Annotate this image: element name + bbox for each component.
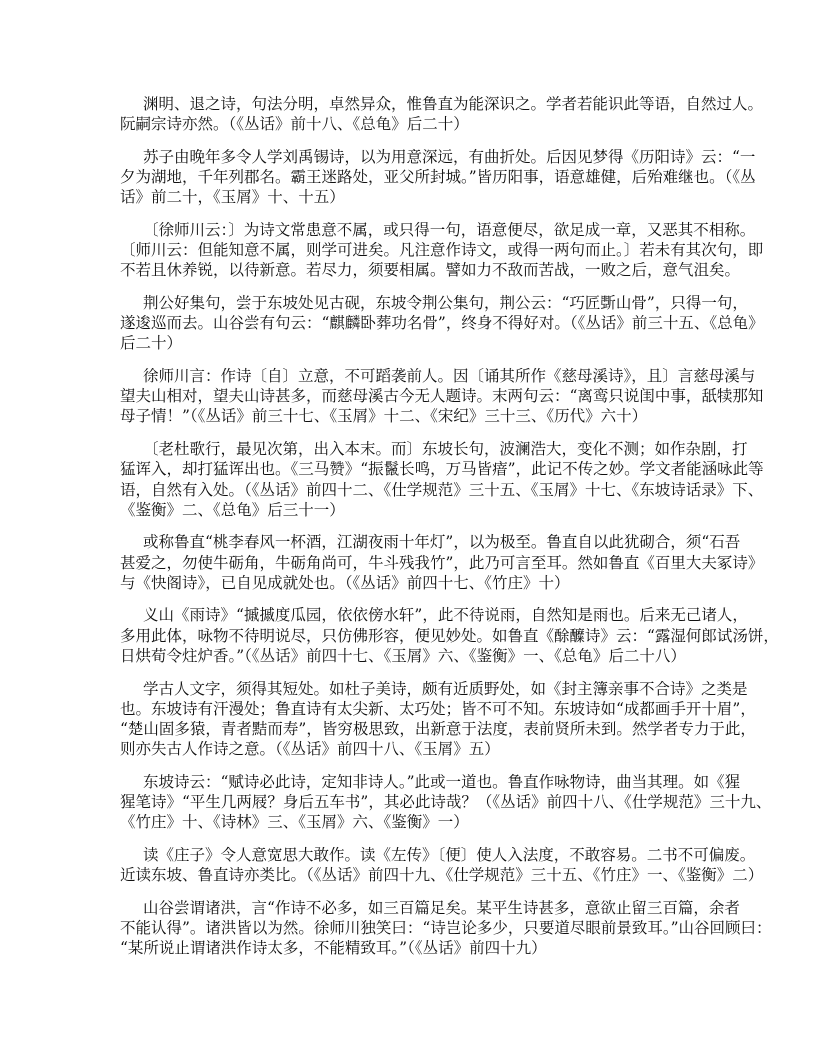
text-line: 渊明、退之诗，句法分明，卓然异众，惟鲁直为能深识之。学者若能识此等语，自然过人。 [143,95,764,113]
text-line: 母子情！”（《丛话》前三十七、《玉屑》十二、《宋纪》三十三、《历代》六十） [120,407,648,426]
text-line: 〔老杜歌行，最见次第，出入本末。而〕东坡长句，波澜浩大，变化不测；如作杂剧，打 [143,440,748,459]
text-line: 读《庄子》令人意宽思大敢作。读《左传》〔便〕使人入法度，不敢容易。二书不可偏废。 [143,845,756,864]
text-line: 后二十） [120,334,183,353]
text-line: 日烘荀令炷炉香。”（《丛话》前四十七、《玉屑》六、《鉴衡》一、《总龟》后二十八） [120,646,686,665]
text-line: 《竹庄》十、《诗林》三、《玉屑》六、《鉴衡》一） [120,813,469,832]
text-line: 阮嗣宗诗亦然。（《丛话》前十八、《总龟》后二十） [120,115,469,134]
text-line: 东坡诗云：“赋诗必此诗，定知非诗人。”此或一道也。鲁直作咏物诗，曲当其理。如《猩 [143,772,741,791]
paragraph [120,94,764,134]
text-line: “某所说止谓诸洪作诗太多，不能精致耳。”（《丛话》前四十九） [120,939,547,958]
text-line: 山谷尝谓诸洪，言“作诗不必多，如三百篇足矣。某平生诗甚多，意欲止留三百篇，余者 [143,898,740,917]
paragraph [120,293,764,354]
paragraph [120,439,764,520]
text-line: 苏子由晚年多令人学刘禹锡诗，以为用意深远，有曲折处。后因见梦得《历阳诗》云：“一 [143,147,756,166]
paragraph [120,605,779,666]
paragraph [120,366,764,427]
text-line: 话》前二十，《玉屑》十、十五） [120,188,345,207]
paragraph [120,772,772,833]
paragraph [120,532,764,593]
text-line: 〔徐师川云：〕为诗文常患意不属，或只得一句，语意便尽，欲足成一章，又恶其不相称。 [143,220,756,239]
text-line: 语，自然有入处。（《丛话》前四十二、《仕学规范》三十五、《玉屑》十七、《东坡诗话录》下、 [120,480,764,499]
text-line: 或称鲁直“桃李春风一杯酒，江湖夜雨十年灯”，以为极至。鲁直自以此犹砌合，须“石吾 [143,533,741,552]
text-line: 义山《雨诗》“摵摵度瓜园，依依傍水轩”，此不待说雨，自然知是雨也。后来无己诸人， [143,606,748,625]
paragraph [120,679,756,760]
text-line: 《鉴衡》二、《总龟》后三十一） [120,500,345,519]
paragraph [120,147,756,208]
text-line: 不若且休养锐，以待新意。若尽力，须要相属。譬如力不敌而苦战，一败之后，意气沮矣。 [120,261,741,280]
text-line: 近读东坡、鲁直诗亦类比。（《丛话》前四十九、《仕学规范》三十五、《竹庄》一、《鉴衡》二） [120,866,764,884]
text-line: 望夫山相对，望夫山诗甚多，而慈母溪古今无人题诗。末两句云：“离鸾只说闺中事，舐犊那知 [120,387,764,406]
text-line: 学古人文字，须得其短处。如杜子美诗，颇有近质野处，如《封主簿亲事不合诗》之类是 [143,679,748,698]
text-line: 荆公好集句，尝于东坡处见古砚，东坡令荆公集句，荆公云：“巧匠斲山骨”，只得一句， [143,294,748,312]
text-line: 猩笔诗》“平生几两屐？身后五车书”，其必此诗哉？（《丛话》前四十八、《仕学规范》三十九、 [120,792,772,811]
text-line: 也。东坡诗有汗漫处；鲁直诗有太尖新、太巧处；皆不可不知。东坡诗如“成都画手开十眉”， [120,699,756,718]
text-line: 则亦失古人作诗之意。（《丛话》前四十八、《玉屑》五） [120,740,500,759]
text-line: 与《快阁诗》，已自见成就处也。（《丛话》前四十七、《竹庄》十） [120,573,570,592]
text-line: 猛诨入，却打猛诨出也。《三马赞》“振鬣长鸣，万马皆瘖”，此记不传之妙。学文者能涵咏此等 [120,460,764,479]
text-line: “楚山固多猿，青者黠而寿”，皆穷极思致，出新意于法度，表前贤所未到。然学者专力于此， [120,719,756,738]
paragraph [120,898,772,959]
paragraph [120,220,764,281]
text-line: 甚爱之，勿使牛砺角，牛砺角尚可，牛斗残我竹”，此乃可言至耳。然如鲁直《百里大夫冢诗》 [120,553,764,572]
text-line: 不能认得”。诸洪皆以为然。徐师川独笑曰：“诗岂论多少，只要道尽眼前景致耳。”山谷回顾曰： [120,918,772,937]
text-line: 多用此体，咏物不待明说尽，只仿佛形容，便见妙处。如鲁直《酴醾诗》云：“露湿何郎试汤饼， [120,626,779,645]
paragraph [120,845,764,885]
text-line: 夕为湖地，千年列郡名。霸王迷路处，亚父所封城。”皆历阳事，语意雄健，后殆难继也。（《丛 [120,168,756,187]
document-body [120,94,779,971]
text-line: 遂逡巡而去。山谷尝有句云：“麒麟卧葬功名骨”，终身不得好对。（《丛话》前三十五、《总龟》 [120,314,764,333]
text-line: 〔师川云：但能知意不属，则学可进矣。凡注意作诗文，或得一两句而止。〕若未有其次句，即 [120,241,764,260]
text-line: 徐师川言：作诗〔自〕立意，不可蹈袭前人。因〔诵其所作《慈母溪诗》，且〕言慈母溪与 [143,367,756,386]
